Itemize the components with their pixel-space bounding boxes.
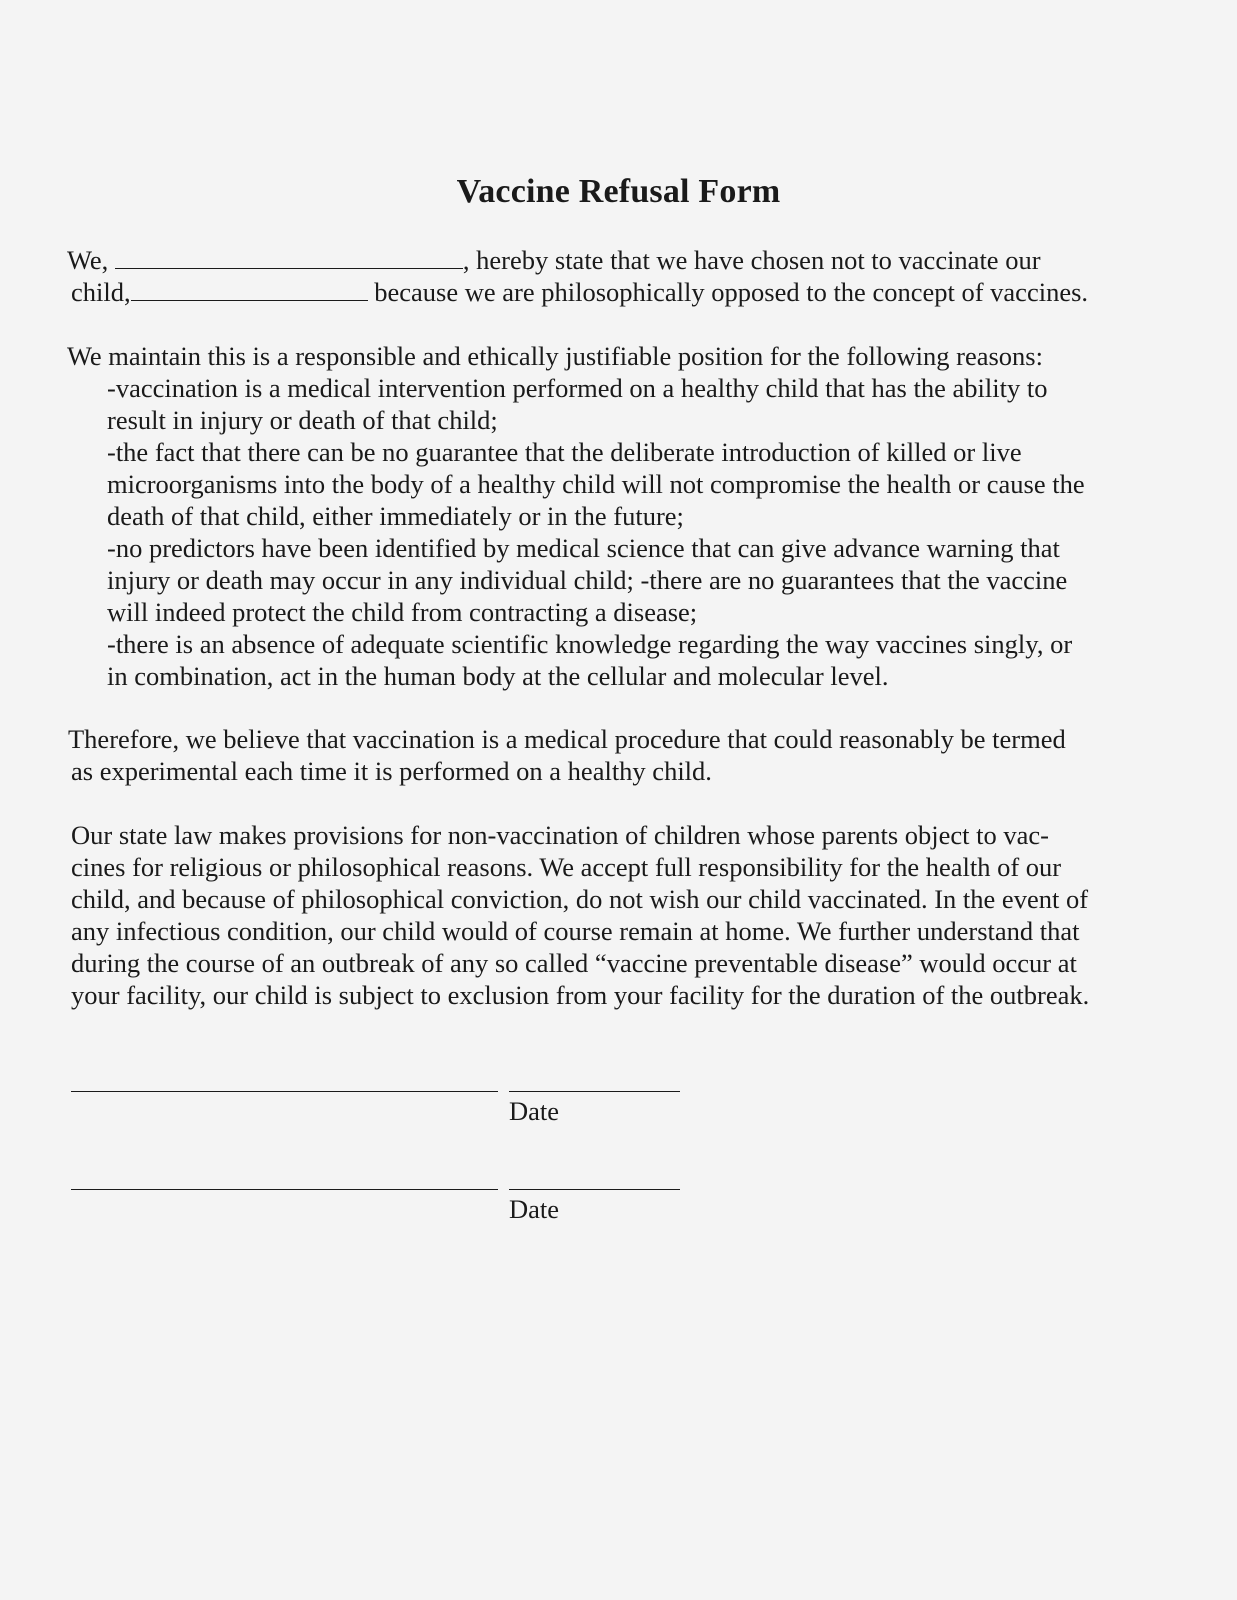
- reason-line: result in injury or death of that child;: [107, 405, 498, 435]
- therefore-line: Therefore, we believe that vaccination is a medical procedure that could reasonably be termed: [68, 724, 1066, 754]
- child-suffix: because we are philosophically opposed to the concept of vaccines.: [374, 277, 1089, 307]
- law-line: any infectious condition, our child would of course remain at home. We further understand that: [71, 916, 1080, 946]
- law-line: during the course of an outbreak of any so called “vaccine preventable disease” would occur at: [71, 948, 1077, 978]
- reason-line: -the fact that there can be no guarantee that the deliberate introduction of killed or live: [107, 437, 1022, 467]
- law-line: child, and because of philosophical conviction, do not wish our child vaccinated. In the event of: [71, 884, 1089, 914]
- statement-line-2: [71, 276, 1088, 308]
- law-line: cines for religious or philosophical reasons. We accept full responsibility for the health of our: [71, 852, 1062, 882]
- date-line-2[interactable]: [509, 1189, 680, 1190]
- reason-line: death of that child, either immediately or in the future;: [107, 501, 684, 531]
- date-line-1[interactable]: [509, 1091, 680, 1092]
- form-title: Vaccine Refusal Form: [456, 173, 781, 210]
- parent-names-blank[interactable]: [115, 246, 463, 269]
- signature-line-2[interactable]: [71, 1189, 498, 1190]
- reasons-intro: We maintain this is a responsible and ethically justifiable position for the following reasons:: [67, 341, 1043, 371]
- reason-line: in combination, act in the human body at the cellular and molecular level.: [107, 661, 889, 691]
- reason-line: will indeed protect the child from contracting a disease;: [107, 597, 698, 627]
- date-label-2: Date: [509, 1194, 560, 1224]
- reason-line: -no predictors have been identified by medical science that can give advance warning that: [107, 533, 1060, 563]
- child-name-blank[interactable]: [131, 278, 368, 301]
- reason-line: injury or death may occur in any individual child; -there are no guarantees that the vaccine: [107, 565, 1068, 595]
- reason-line: -there is an absence of adequate scientific knowledge regarding the way vaccines singly, or: [107, 629, 1073, 659]
- we-prefix: We,: [67, 245, 109, 275]
- law-line: Our state law makes provisions for non-vaccination of children whose parents object to vac-: [71, 820, 1049, 850]
- signature-line-1[interactable]: [71, 1091, 498, 1092]
- reason-line: -vaccination is a medical intervention performed on a healthy child that has the ability to: [107, 373, 1048, 403]
- we-suffix: , hereby state that we have chosen not to vaccinate our: [462, 245, 1041, 275]
- date-label-1: Date: [509, 1096, 560, 1126]
- child-prefix: child,: [71, 277, 131, 307]
- therefore-line: as experimental each time it is performed on a healthy child.: [71, 756, 712, 786]
- reason-line: microorganisms into the body of a healthy child will not compromise the health or cause the: [107, 469, 1085, 499]
- law-line: your facility, our child is subject to exclusion from your facility for the duration of the outbreak.: [71, 980, 1090, 1010]
- statement-line-1: [67, 244, 1041, 276]
